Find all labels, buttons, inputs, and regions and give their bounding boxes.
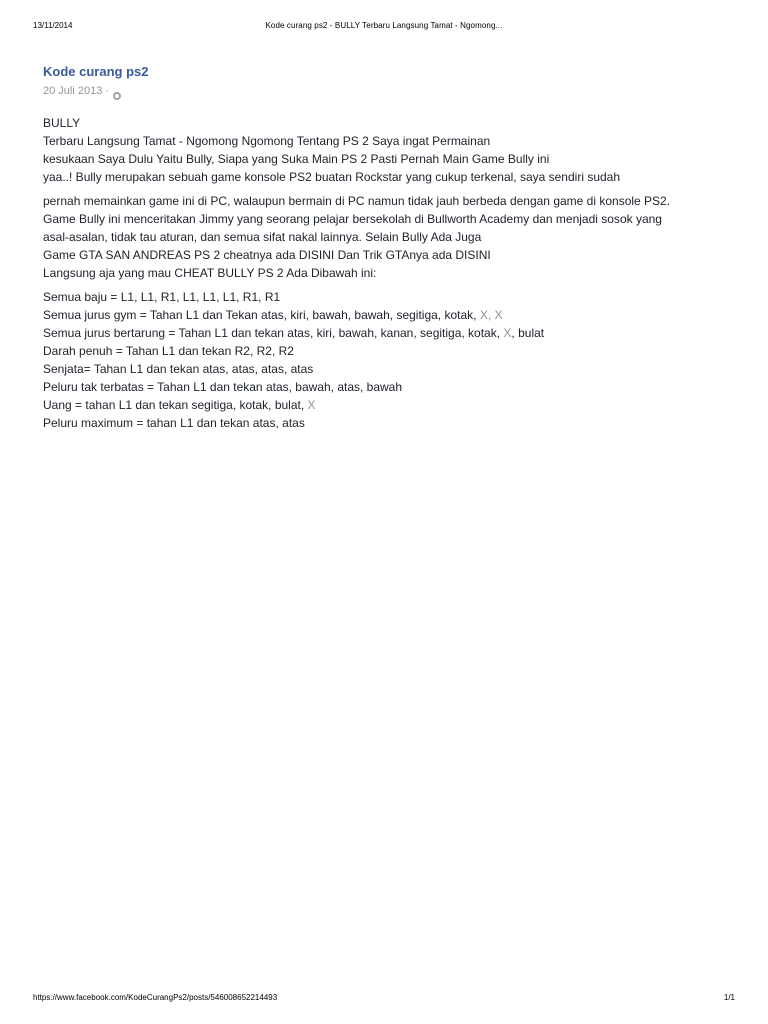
print-header [33,21,735,33]
post-body [43,114,743,432]
globe-icon[interactable] [113,92,121,100]
cheat-text-tail: , bulat [511,326,545,340]
cheat-item [43,360,743,378]
cheat-text: Senjata= Tahan L1 dan tekan atas, atas, atas, atas [43,362,314,376]
cheat-text: Semua jurus bertarung = Tahan L1 dan tekan atas, kiri, bawah, kanan, segitiga, kotak, [43,326,504,340]
facebook-post [43,64,743,432]
post-line: asal-asalan, tidak tau aturan, dan semua sifat nakal lainnya. Selain Bully Ada Juga [43,230,482,244]
post-line: Terbaru Langsung Tamat - Ngomong Ngomong Tentang PS 2 Saya ingat Permainan [43,134,491,148]
cheat-x-buttons: X [503,326,512,340]
print-footer [33,993,735,1005]
print-page-number: 1/1 [723,993,735,1002]
post-line: BULLY [43,116,81,130]
print-url: https://www.facebook.com/KodeCurangPs2/posts/546008652214493 [33,993,278,1002]
print-page-title: Kode curang ps2 - BULLY Terbaru Langsung Tamat - Ngomong... [265,21,503,30]
cheat-text: Peluru maximum = tahan L1 dan tekan atas, atas [43,416,305,430]
cheat-x-buttons: X [307,398,316,412]
post-line: Game Bully ini menceritakan Jimmy yang seorang pelajar bersekolah di Bullworth Academy dan menjadi sosok yang [43,212,662,226]
post-meta [43,84,743,98]
post-date-link[interactable]: 20 Juli 2013 · [43,85,110,97]
cheat-item [43,378,743,396]
post-description [43,192,743,282]
cheat-text: Uang = tahan L1 dan tekan segitiga, kotak, bulat, [43,398,308,412]
cheat-item [43,396,743,414]
cheat-text: Peluru tak terbatas = Tahan L1 dan tekan atas, bawah, atas, bawah [43,380,403,394]
cheat-text: Semua jurus gym = Tahan L1 dan Tekan atas, kiri, bawah, bawah, segitiga, kotak, [43,308,480,322]
cheat-x-buttons: X, X [479,308,503,322]
cheat-list [43,288,743,432]
print-date: 13/11/2014 [33,21,73,30]
post-line: yaa..! Bully merupakan sebuah game konsole PS2 buatan Rockstar yang cukup terkenal, saya sendiri sudah [43,170,621,184]
cheat-text: Semua baju = L1, L1, R1, L1, L1, L1, R1, R1 [43,290,281,304]
post-intro [43,114,743,186]
post-line: Langsung aja yang mau CHEAT BULLY PS 2 Ada Dibawah ini: [43,266,377,280]
post-line: Game GTA SAN ANDREAS PS 2 cheatnya ada DISINI Dan Trik GTAnya ada DISINI [43,248,491,262]
cheat-text: Darah penuh = Tahan L1 dan tekan R2, R2, R2 [43,344,294,358]
cheat-item [43,414,743,432]
cheat-item [43,306,743,324]
page-name-link[interactable]: Kode curang ps2 [43,64,149,79]
post-line: pernah memainkan game ini di PC, walaupun bermain di PC namun tidak jauh berbeda dengan game di konsole PS2. [43,194,671,208]
cheat-item [43,324,743,342]
cheat-item [43,288,743,306]
cheat-item [43,342,743,360]
post-line: kesukaan Saya Dulu Yaitu Bully, Siapa yang Suka Main PS 2 Pasti Pernah Main Game Bully ini [43,152,550,166]
